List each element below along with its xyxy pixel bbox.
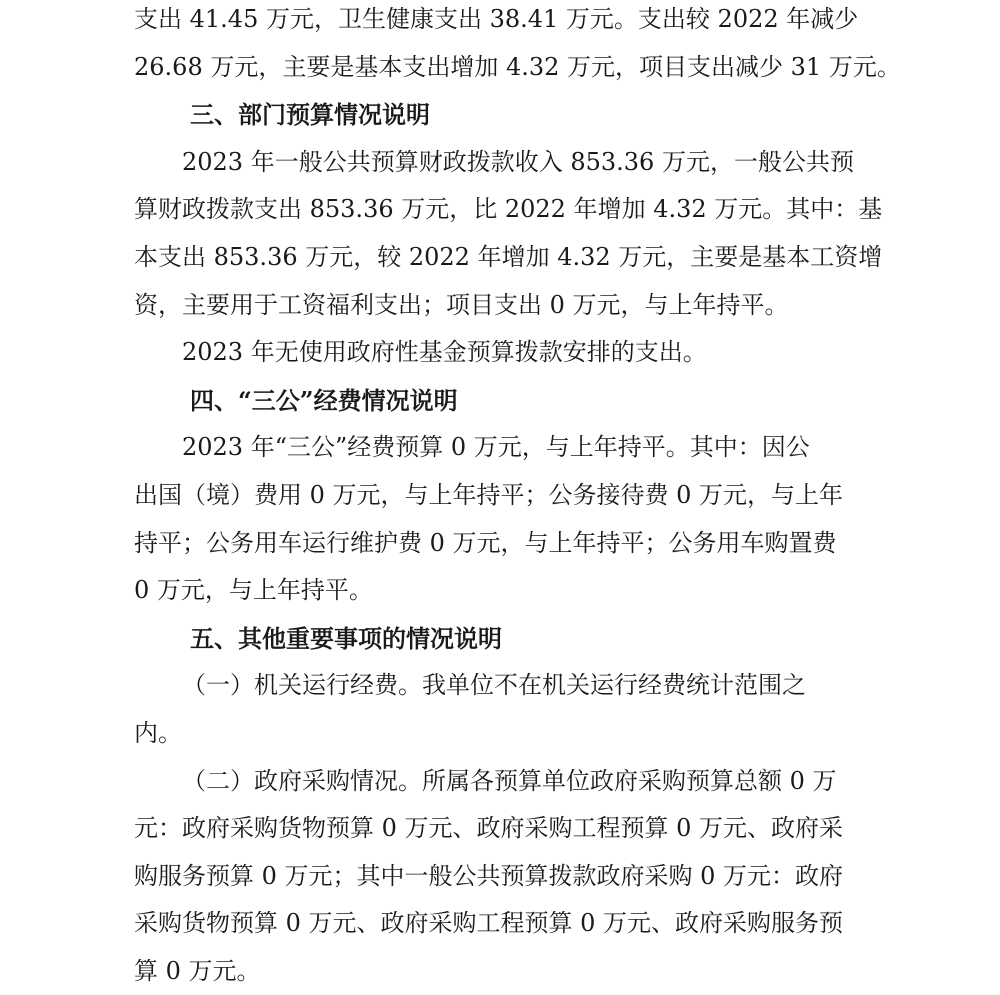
section-heading-4: 四、“三公”经费情况说明 xyxy=(190,385,458,415)
paragraph-line: 算财政拨款支出 853.36 万元，比 2022 年增加 4.32 万元。其中：基 xyxy=(134,195,883,224)
section-heading-3: 三、部门预算情况说明 xyxy=(190,100,430,130)
paragraph-line: 支出 41.45 万元，卫生健康支出 38.41 万元。支出较 2022 年减少 xyxy=(134,5,859,33)
paragraph-line: 持平；公务用车运行维护费 0 万元，与上年持平；公务用车购置费 xyxy=(134,528,837,557)
paragraph-line: 本支出 853.36 万元，较 2022 年增加 4.32 万元，主要是基本工资增 xyxy=(134,242,883,271)
section-heading-5: 五、其他重要事项的情况说明 xyxy=(190,623,502,653)
paragraph-line: 0 万元，与上年持平。 xyxy=(134,576,373,605)
paragraph-line: 2023 年一般公共预算财政拨款收入 853.36 万元，一般公共预 xyxy=(182,147,854,176)
paragraph-line: （二）政府采购情况。所属各预算单位政府采购预算总额 0 万 xyxy=(182,766,837,795)
paragraph-line: 2023 年无使用政府性基金预算拨款安排的支出。 xyxy=(182,338,707,367)
document-page xyxy=(134,0,901,995)
paragraph-line: 购服务预算 0 万元；其中一般公共预算拨款政府采购 0 万元：政府 xyxy=(134,861,844,890)
paragraph-line: 2023 年“三公”经费预算 0 万元，与上年持平。其中：因公 xyxy=(182,433,810,462)
paragraph-line: 出国（境）费用 0 万元，与上年持平；公务接待费 0 万元，与上年 xyxy=(134,480,844,509)
paragraph-line: 算 0 万元。 xyxy=(134,956,261,985)
paragraph-line: 采购货物预算 0 万元、政府采购工程预算 0 万元、政府采购服务预 xyxy=(134,909,844,938)
paragraph-line: 26.68 万元，主要是基本支出增加 4.32 万元，项目支出减少 31 万元。 xyxy=(134,52,901,81)
paragraph-line: 资，主要用于工资福利支出；项目支出 0 万元，与上年持平。 xyxy=(134,290,789,319)
paragraph-line: （一）机关运行经费。我单位不在机关运行经费统计范围之 xyxy=(182,671,806,700)
paragraph-line: 元：政府采购货物预算 0 万元、政府采购工程预算 0 万元、政府采 xyxy=(134,814,844,843)
paragraph-line: 内。 xyxy=(134,718,182,747)
